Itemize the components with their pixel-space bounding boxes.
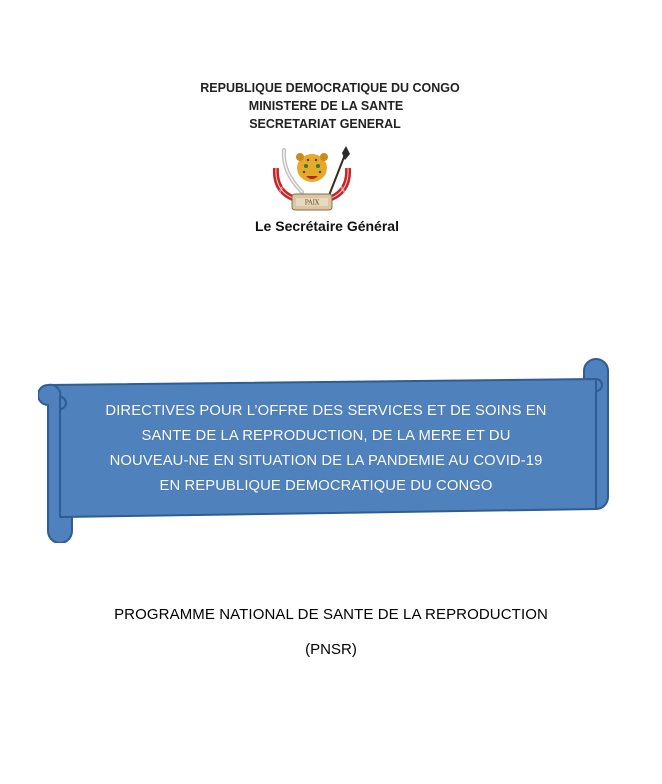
emblem-motto-left: JUSTICE (276, 182, 288, 195)
country-name: REPUBLIQUE DEMOCRATIQUE DU CONGO (200, 81, 460, 95)
ministry-name: MINISTERE DE LA SANTE (248, 99, 404, 113)
secretariat-name: SECRETARIAT GENERAL (249, 117, 401, 131)
program-acronym: (PNSR) (305, 641, 357, 658)
document-title (66, 399, 586, 499)
document-header (0, 79, 662, 133)
emblem-motto: PAIX (304, 199, 320, 207)
title-line: NOUVEAU-NE EN SITUATION DE LA PANDEMIE AU COVID-19 (109, 453, 543, 469)
title-line: SANTE DE LA REPRODUCTION, DE LA MERE ET DU (141, 428, 511, 444)
coat-of-arms-emblem (262, 142, 362, 218)
signatory-title: Le Secrétaire Général (255, 218, 399, 234)
program-name: PROGRAMME NATIONAL DE SANTE DE LA REPRODUCTION (114, 606, 548, 623)
title-line: DIRECTIVES POUR L’OFFRE DES SERVICES ET DE SOINS EN (105, 403, 547, 419)
emblem-motto-right: TRAVAIL (336, 181, 348, 195)
title-line: EN REPUBLIQUE DEMOCRATIQUE DU CONGO (159, 478, 493, 494)
